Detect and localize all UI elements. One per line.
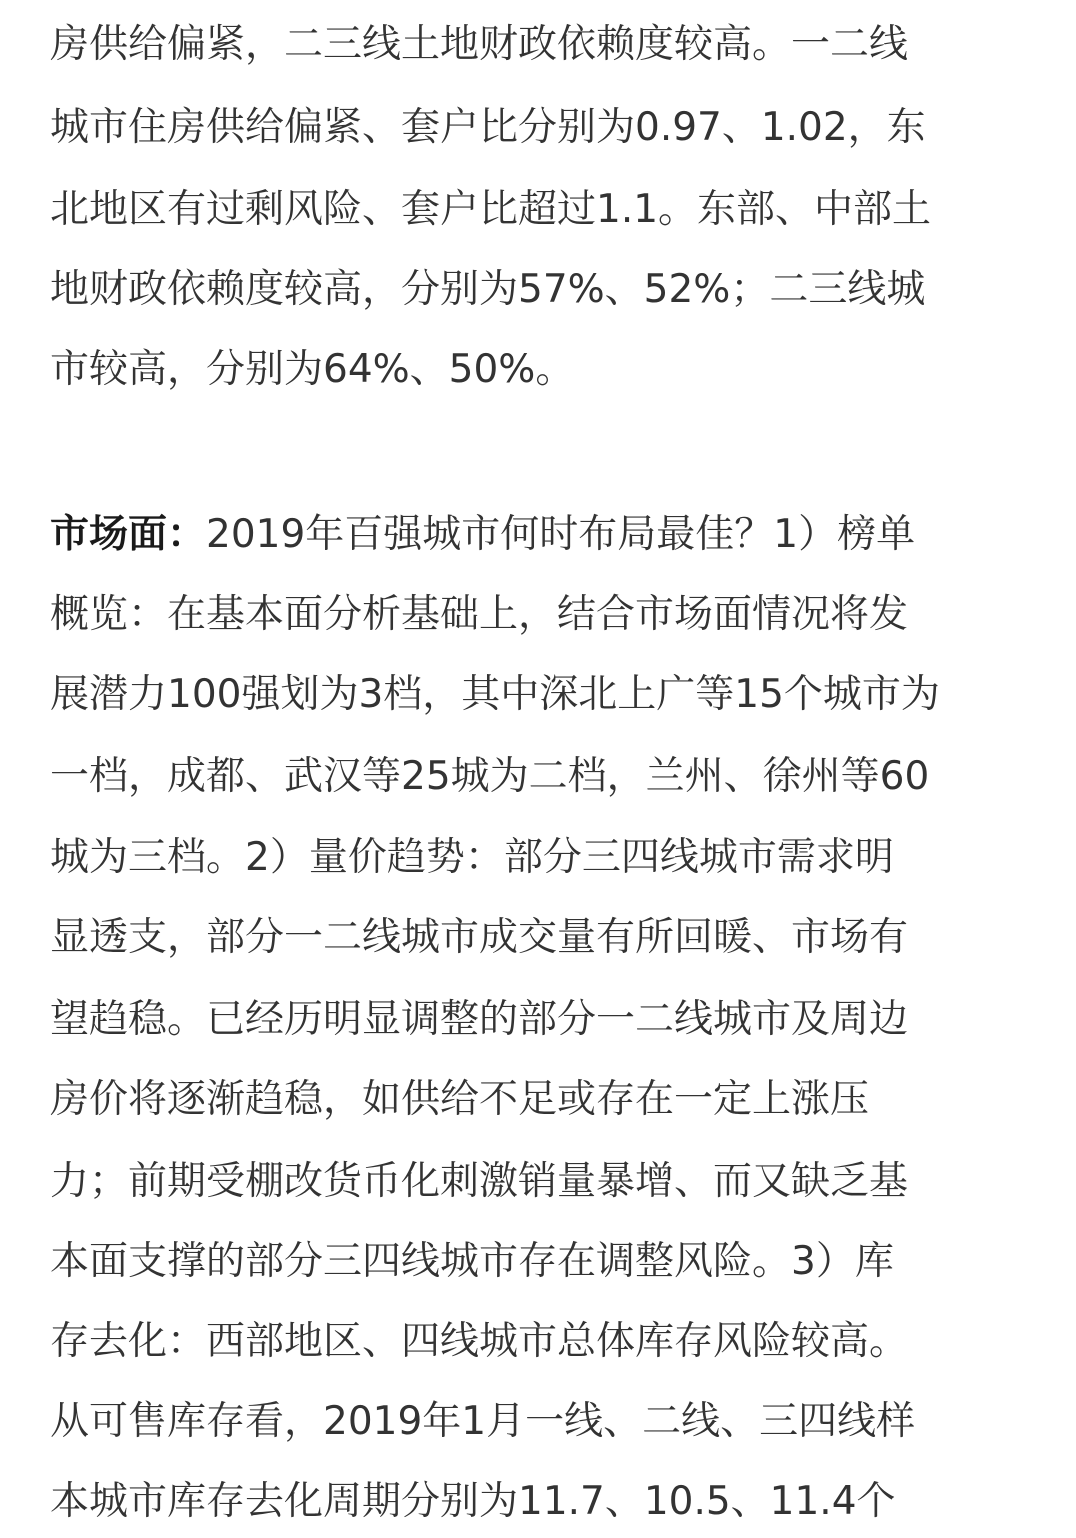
- text-line: 概览：在基本面分析基础上，结合市场面情况将发: [50, 592, 909, 637]
- text-line: 存去化：西部地区、四线城市总体库存风险较高。: [50, 1319, 909, 1364]
- text-line: 显透支，部分一二线城市成交量有所回暖、市场有: [50, 915, 909, 960]
- text-line: 一档，成都、武汉等25城为二档，兰州、徐州等60: [50, 754, 930, 799]
- text-line: 展潜力100强划为3档，其中深北上广等15个城市为: [50, 672, 940, 717]
- text-line: 市较高，分别为64%、50%。: [50, 347, 575, 392]
- text-line: 房供给偏紧，二三线土地财政依赖度较高。一二线: [50, 22, 909, 67]
- text-line: 力；前期受棚改货币化刺激销量暴增、而又缺乏基: [50, 1159, 909, 1204]
- paragraph-lead: 市场面：: [50, 512, 207, 557]
- text-line: 地财政依赖度较高，分别为57%、52%；二三线城: [50, 267, 926, 312]
- text-line: [50, 505, 1030, 565]
- text-line: 城市住房供给偏紧、套户比分别为0.97、1.02，东: [50, 105, 926, 150]
- text-line: 房价将逐渐趋稳，如供给不足或存在一定上涨压: [50, 1077, 870, 1122]
- text-line: 望趋稳。已经历明显调整的部分一二线城市及周边: [50, 997, 909, 1042]
- text-line-rest: 2019年百强城市何时布局最佳？1）榜单: [206, 512, 916, 557]
- text-line: 本面支撑的部分三四线城市存在调整风险。3）库: [50, 1239, 894, 1284]
- text-line: 北地区有过剩风险、套户比超过1.1。东部、中部土: [50, 187, 932, 232]
- text-line: 本城市库存去化周期分别为11.7、10.5、11.4个: [50, 1479, 896, 1524]
- text-line: 城为三档。2）量价趋势：部分三四线城市需求明: [50, 835, 894, 880]
- text-line: 从可售库存看，2019年1月一线、二线、三四线样: [50, 1399, 916, 1444]
